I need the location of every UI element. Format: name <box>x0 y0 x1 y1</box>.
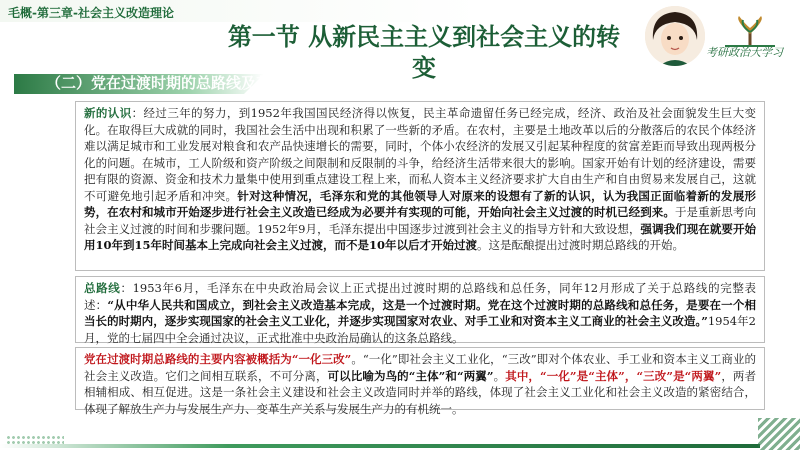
brand-logo-text: 考研政治大学习 <box>706 46 783 59</box>
yihua-sangai-text-3: ，两者相辅相成、相互促进。这是一条社会主义建设和社会主义改造同时并举的路线，体现了社会主义工业化和社会主义改造的紧密结合，体现了解放生产力与发展生产力、变革生产关系与发展生产力的有机统一。 <box>84 368 757 416</box>
bird-metaphor-text: 可以比喻为鸟的“主体”和“两翼” <box>327 368 494 383</box>
main-body-wings-text: 其中，“一化”是“主体”，“三改”是“两翼” <box>505 368 722 383</box>
section-subheading: （二）党在过渡时期的总路线及其依据 <box>46 74 302 92</box>
tree-logo-icon <box>705 14 795 48</box>
breadcrumb: 毛概-第三章-社会主义改造理论 <box>8 6 174 20</box>
new-understanding-bold-2: 强调我们现在就要开始用10年到15年时间基本上完成向社会主义过渡，而不是10年以后才开始过渡 <box>84 221 756 252</box>
general-line-text-2: 1954年2月，党的七届四中全会通过决议，正式批准中央政治局确认的这条总路线。 <box>84 314 757 345</box>
new-understanding-bold-1: 针对这种情况，毛泽东和党的其他领导人对原来的设想有了新的认识，认为我国正面临着新的发展形势，在农村和城市开始逐步进行社会主义改造已经成为必要并有实现的可能，开始向社会主义过渡的时机已经到来。 <box>84 188 757 219</box>
yihua-sangai-heading: 党在过渡时期总路线的主要内容被概括为“一化三改” <box>84 352 352 366</box>
new-understanding-text-1: ：经过三年的努力，到1952年我国国民经济得以恢复，民主革命遗留任务已经完成，经济、政治及社会面貌发生巨大变化。在取得巨大成就的同时，我国社会生活中出现和积累了一些新的矛盾。在农村，主要是土地改革以后的分散落后的农民个体经济难以满足城市和工业发展对粮食和农产品快速增长的需要，同时，个体小农经济的发展又引起某种程度的贫富差距而导致出现两极分化的问题。在城市，工人阶级和资产阶级之间限制和反限制的斗争，给经济生活带来很大的影响。国家开始有计划的经济建设，需要把有限的资源、资金和技术力量集中使用到重点建设工程上来，而私人资本主义经济要求扩大自由生产和自由贸易来发展自己，这就不可避免地引起矛盾和冲突。 <box>84 106 757 203</box>
new-understanding-text-3: 。这是酝酿提出过渡时期总路线的开始。 <box>477 238 685 252</box>
general-line-text-1: ：1953年6月，毛泽东在中央政治局会议上正式提出过渡时期的总路线和总任务，同年12月形成了关于总路线的完整表述： <box>84 281 757 312</box>
avatar <box>645 6 705 66</box>
yihua-sangai-box <box>75 347 765 416</box>
general-line-quote: “从中华人民共和国成立，到社会主义改造基本完成，这是一个过渡时期。党在这个过渡时期的总路线和总任务，是要在一个相当长的时期内，逐步实现国家的社会主义工业化，并逐步实现国家对农业、对手工业和对资本主义工商业的社会主义改造。” <box>84 297 757 328</box>
yihua-sangai-text-2: 。 <box>493 368 506 383</box>
teacher-avatar-illustration <box>645 6 705 66</box>
new-understanding-label: 新的认识 <box>84 106 132 120</box>
new-understanding-box <box>75 101 765 271</box>
footer-line-decoration <box>0 444 760 448</box>
general-line-label: 总路线 <box>84 281 121 295</box>
general-line-box <box>75 276 765 343</box>
new-understanding-text-2: 于是重新思考向社会主义过渡的时间和步骤问题。1952年9月，毛泽东提出中国逐步过渡到社会主义的指导方针和大致设想， <box>84 205 756 236</box>
stripe-decoration <box>758 418 800 450</box>
yihua-sangai-text-1: 。“一化”即社会主义工业化，“三改”即对个体农业、手工业和资本主义工商业的社会主义改造。它们之间相互联系，不可分离， <box>84 352 756 383</box>
page-title: 第一节 从新民主主义到社会主义的转变 <box>227 23 621 82</box>
